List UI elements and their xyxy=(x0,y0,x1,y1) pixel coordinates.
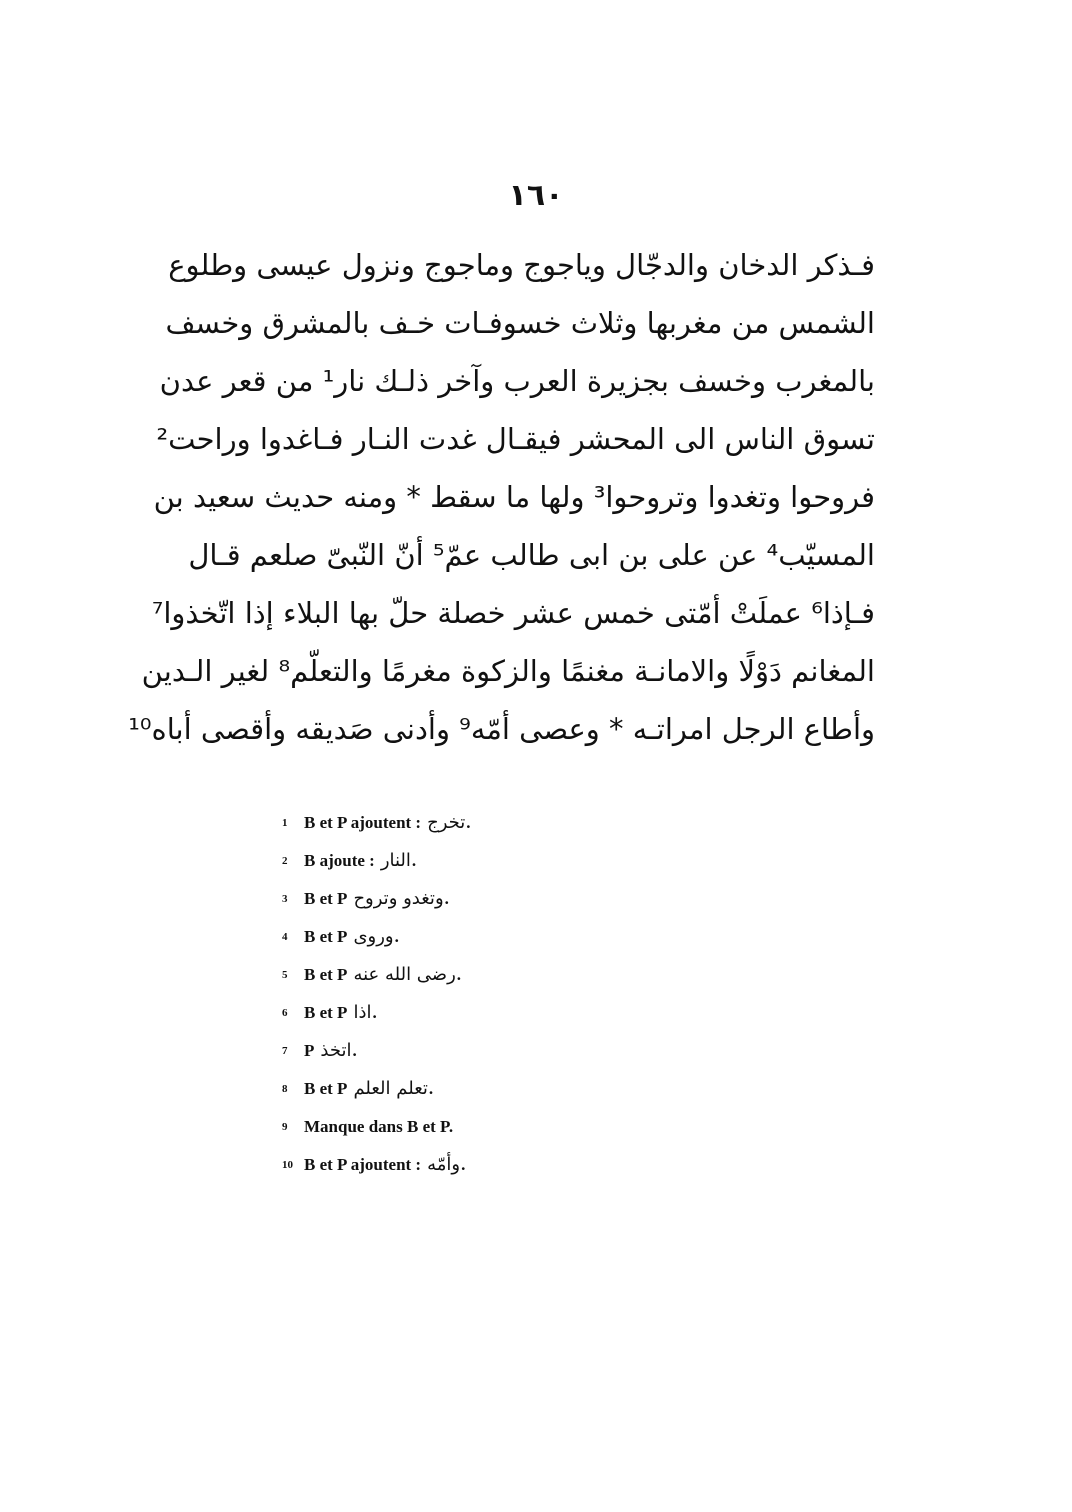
footnote-trail: . xyxy=(461,1155,466,1174)
text-line-1: فـذكر الدخان والدجّال وياجوج وماجوج ونزول عيسى وطلوع xyxy=(168,248,875,282)
text-line-3: بالمغرب وخسف بجزيرة العرب وآخر ذلـك نار¹ من قعر عدن xyxy=(159,364,875,398)
footnote-text: B et P xyxy=(304,965,348,984)
footnote-trail: . xyxy=(394,927,399,946)
text-line-6: المسيّب⁴ عن على بن ابى طالب عمّ⁵ أنّ النّبىّ صلعم قـال xyxy=(188,538,875,572)
footnotes xyxy=(282,804,642,1184)
footnote-arabic: وروى xyxy=(353,926,394,947)
footnote-trail: . xyxy=(428,1079,434,1098)
footnote-7 xyxy=(282,1032,642,1070)
footnote-number: 8 xyxy=(282,1083,288,1095)
footnote-arabic: النار xyxy=(380,850,411,871)
footnote-6 xyxy=(282,994,642,1032)
footnote-number: 2 xyxy=(282,855,288,867)
footnote-arabic: تعلم العلم xyxy=(353,1078,428,1099)
footnote-trail: . xyxy=(411,851,417,870)
footnote-number: 1 xyxy=(282,817,288,829)
text-line-8: المغانم دَوْلًا والامانـة مغنمًا والزكوة مغرمًا والتعلّم⁸ لغير الـدين xyxy=(141,654,875,688)
footnote-10 xyxy=(282,1146,642,1184)
footnote-arabic: رضى الله عنه xyxy=(353,964,456,985)
footnote-number: 5 xyxy=(282,969,288,981)
footnote-trail: . xyxy=(466,813,471,832)
footnote-text: B et P xyxy=(304,1003,348,1022)
footnote-text: B ajoute : xyxy=(304,851,375,870)
footnote-text: Manque dans B et P. xyxy=(304,1117,454,1136)
footnote-text: P xyxy=(304,1041,315,1060)
footnote-text: B et P xyxy=(304,1079,348,1098)
footnote-text: B et P ajoutent : xyxy=(304,1155,422,1174)
main-text-block xyxy=(128,236,875,758)
footnote-arabic: اتخذ xyxy=(320,1040,352,1061)
footnote-arabic: وتغدو وتروح xyxy=(353,888,444,909)
footnote-text: B et P ajoutent : xyxy=(304,813,422,832)
footnote-2 xyxy=(282,842,642,880)
footnote-arabic: اذا xyxy=(353,1002,372,1023)
footnote-trail: . xyxy=(372,1003,377,1022)
footnote-text: B et P xyxy=(304,927,348,946)
text-line-5: فروحوا وتغدوا وتروحوا³ ولها ما سقط * ومنه حديث سعيد بن xyxy=(153,480,875,514)
footnote-4 xyxy=(282,918,642,956)
footnote-8 xyxy=(282,1070,642,1108)
footnote-trail: . xyxy=(352,1041,357,1060)
footnote-arabic: وأمّه xyxy=(427,1154,461,1175)
footnote-3 xyxy=(282,880,642,918)
text-line-9: وأطاع الرجل امراتـه * وعصى أمّه⁹ وأدنى صَديقه وأقصى أباه¹⁰ xyxy=(128,712,875,746)
footnote-trail: . xyxy=(444,889,449,908)
footnote-number: 9 xyxy=(282,1121,288,1133)
footnote-5 xyxy=(282,956,642,994)
text-line-4: تسوق الناس الى المحشر فيقـال غدت النـار فـاغدوا وراحت² xyxy=(156,422,875,456)
footnote-number: 7 xyxy=(282,1045,288,1057)
text-line-2: الشمس من مغربها وثلاث خسوفـات خـف بالمشرق وخسف xyxy=(165,306,875,340)
footnote-text: B et P xyxy=(304,889,348,908)
footnote-1 xyxy=(282,804,642,842)
footnote-number: 4 xyxy=(282,931,288,943)
footnote-arabic: تخرج xyxy=(427,812,466,833)
footnote-number: 10 xyxy=(282,1159,293,1171)
footnote-number: 3 xyxy=(282,893,288,905)
page-number: ١٦٠ xyxy=(508,178,564,213)
footnote-number: 6 xyxy=(282,1007,288,1019)
footnote-trail: . xyxy=(456,965,462,984)
footnote-9 xyxy=(282,1108,642,1146)
text-line-7: فـإذا⁶ عملَتْ أمّتى خمس عشر خصلة حلّ بها البلاء إذا اتّخذوا⁷ xyxy=(151,596,875,630)
